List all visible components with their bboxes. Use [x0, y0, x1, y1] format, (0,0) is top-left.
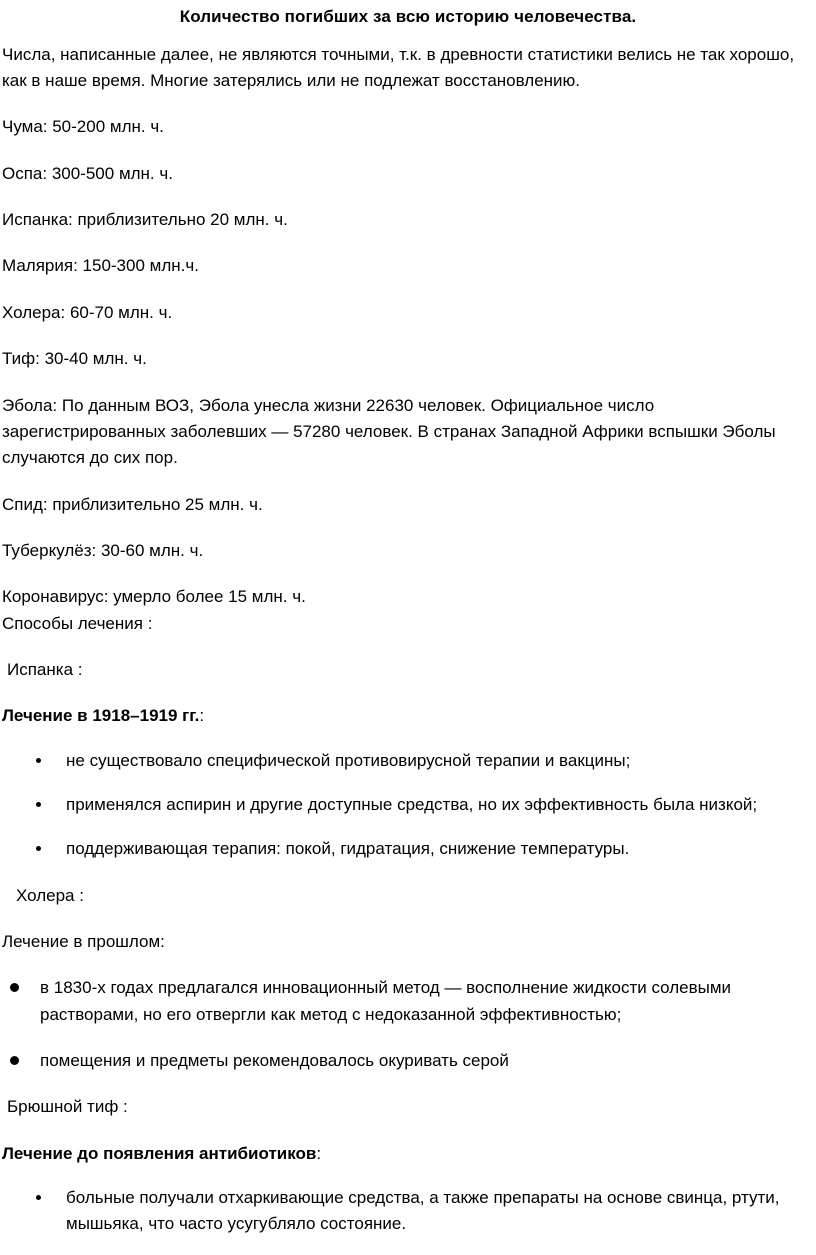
- list-item: [2, 1167, 814, 1238]
- section-name: Испанка :: [7, 659, 83, 679]
- mortality-stats-list-primary: [2, 94, 814, 372]
- section-heading-text: Лечение в прошлом:: [2, 931, 165, 951]
- list-item-text: поддерживающая терапия: покой, гидратация, снижение температуры.: [66, 839, 630, 859]
- bullet-dot-icon: [10, 975, 19, 1001]
- section-heading-suffix: :: [316, 1143, 322, 1163]
- bullet-dot-icon: [36, 792, 41, 818]
- list-item-text: в 1830-х годах предлагался инновационный метод — восполнение жидкости солевыми растворами, но его отвергли как метод с недоказанной эффективностью;: [40, 978, 732, 1024]
- bullet-dot-icon: [36, 1185, 41, 1211]
- list-item-text: не существовало специфической противовирусной терапии и вакцины;: [66, 750, 631, 770]
- bullet-dot-icon: [36, 836, 41, 862]
- stat-line: Чума: 50-200 млн. ч.: [2, 117, 164, 137]
- section-heading: [2, 1121, 814, 1167]
- section-cholera: [2, 863, 814, 1075]
- stat-line: Коронавирус: умерло более 15 млн. ч.: [2, 587, 306, 607]
- stat-line: Малярия: 150-300 млн.ч.: [2, 256, 199, 276]
- section-heading-text: Лечение в 1918–1919 гг.: [2, 706, 200, 726]
- section-bullet-list: [2, 730, 814, 863]
- section-name: Холера :: [16, 885, 84, 905]
- stat-line: Спид: приблизительно 25 млн. ч.: [2, 494, 263, 514]
- stat-line: Холера: 60-70 млн. ч.: [2, 302, 173, 322]
- list-item-text: больные получали отхаркивающие средства, а также препараты на основе свинца, ртути, мышьяка, что часто усугубляло состояние.: [66, 1188, 780, 1234]
- list-item-text: помещения и предметы рекомендовалось окуривать серой: [40, 1051, 509, 1070]
- section-bullet-list: [2, 955, 814, 1074]
- page-title: Количество погибших за всю историю человечества.: [179, 7, 637, 26]
- section-heading-suffix: :: [199, 706, 205, 726]
- list-item: [2, 1028, 814, 1074]
- stat-line: Тиф: 30-40 млн. ч.: [2, 349, 147, 369]
- section-heading: [2, 909, 814, 955]
- list-item: [2, 955, 814, 1028]
- section-influenza: [2, 637, 814, 863]
- ebola-paragraph: Эбола: По данным ВОЗ, Эбола унесла жизни 22630 человек. Официальное число зарегистрированных заболевших — 57280 человек. В странах Западной Африки вспышки Эболы случаются до сих пор.: [2, 395, 776, 468]
- stat-line: Оспа: 300-500 млн. ч.: [2, 163, 173, 183]
- section-name: Брюшной тиф :: [7, 1097, 128, 1117]
- list-item: [2, 774, 814, 818]
- section-bullet-list: [2, 1167, 814, 1238]
- treatments-label: Способы лечения :: [2, 613, 153, 633]
- section-heading: [2, 683, 814, 729]
- section-typhoid: [2, 1074, 814, 1237]
- list-item: [2, 818, 814, 862]
- list-item: [2, 730, 814, 774]
- section-heading-text: Лечение до появления антибиотиков: [2, 1143, 317, 1163]
- stat-line: Испанка: приблизительно 20 млн. ч.: [2, 210, 288, 230]
- stat-line: Туберкулёз: 30-60 млн. ч.: [2, 540, 204, 560]
- mortality-stats-list-secondary: [2, 472, 814, 611]
- intro-paragraph: Числа, написанные далее, не являются точными, т.к. в древности статистики велись не так хорошо, как в наше время. Многие затерялись или не подлежат восстановлению.: [2, 44, 795, 91]
- bullet-dot-icon: [36, 748, 41, 774]
- list-item-text: применялся аспирин и другие доступные средства, но их эффективность была низкой;: [66, 794, 758, 814]
- bullet-dot-icon: [10, 1048, 19, 1074]
